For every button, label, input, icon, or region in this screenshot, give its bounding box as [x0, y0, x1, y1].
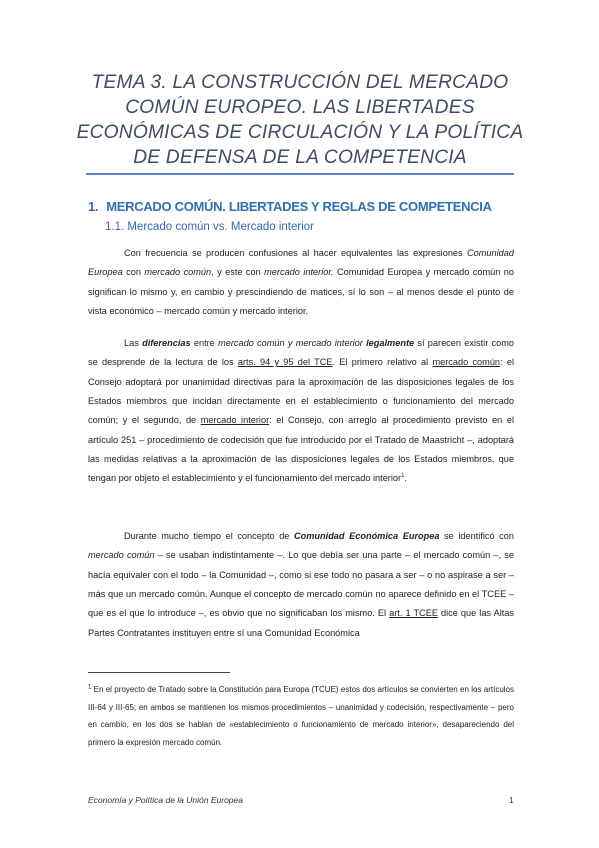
p3-text: dice que las Altas Partes Contratantes instituyen entre sí una Comunidad Económica — [88, 608, 514, 638]
paragraph-2 — [88, 334, 514, 489]
paragraph-1 — [88, 244, 514, 321]
p1-term: mercado interior. — [264, 267, 334, 278]
p2-term: legalmente — [366, 338, 415, 348]
section-heading-text: MERCADO COMÚN. LIBERTADES Y REGLAS DE COMPETENCIA — [106, 199, 492, 214]
p1-text: Con frecuencia se producen confusiones al hacer equivalentes las expresiones — [124, 248, 467, 258]
p2-text: entre — [190, 338, 219, 348]
p2-text: Las — [124, 338, 143, 348]
footnote — [88, 681, 514, 751]
p3-text: se identificó con — [439, 531, 514, 541]
footnote-ref[interactable]: 1 — [401, 473, 405, 480]
p1-text: , y este con — [211, 267, 265, 278]
paragraph-3 — [88, 527, 514, 643]
document-title: TEMA 3. LA CONSTRUCCIÓN DEL MERCADO COMÚN EUROPEO. LAS LIBERTADES ECONÓMICAS DE CIRCULACIÓN Y LA POLÍTICA DE DEFENSA DE LA COMPETENCIA — [76, 72, 524, 168]
p2-underlined-term: mercado interior — [200, 415, 270, 426]
p2-term: mercado común y mercado interior — [218, 338, 363, 348]
p3-article-ref: art. 1 TCEE — [389, 608, 438, 619]
p1-term: mercado común — [144, 267, 212, 278]
p1-text: Comunidad Europea y mercado común no significan lo mismo y, en cambio y prescindiendo de matices, sí lo son – al menos desde el punto de vista económico – mercado común y mercado interior. — [88, 267, 514, 317]
section-number: 1. — [88, 199, 99, 214]
p2-article-ref: arts. 94 y 95 del TCE — [237, 357, 333, 368]
p3-term: Comunidad Económica Europea — [294, 531, 440, 541]
p1-text: con — [122, 267, 145, 278]
p2-text: : el Consejo, con arreglo al procedimiento previsto en el artículo 251 – procedimiento de codecisión que fue introducido por el Tratado de Maastricht –, adoptará las medidas relativas a la aproximación de las disposiciones legales de los Estados miembros, que tengan por objeto el establecimiento y el funcionamiento del mercado interior — [88, 415, 515, 484]
p2-text: . El primero relativo al — [332, 357, 433, 368]
page-footer-title: Economía y Política de la Unión Europea — [88, 795, 243, 805]
subsection-heading: 1.1. Mercado común vs. Mercado interior — [105, 221, 315, 233]
p2-text: sí parecen existir como se desprende de la lectura de los — [88, 338, 514, 368]
title-divider — [86, 173, 514, 175]
p2-text: . — [404, 473, 407, 484]
p2-term: diferencias — [142, 338, 191, 348]
p2-underlined-term: mercado común — [432, 357, 501, 368]
p2-text: : el Consejo adoptará por unanimidad directivas para la aproximación de las disposiciones legales de los Estados miembros que incidan directamente en el establecimiento o funcionamiento del mercado común; y el segundo, de — [88, 357, 515, 426]
page-number: 1 — [509, 795, 514, 805]
p3-text: – se usaban indistintamente –. Lo que debía ser una parte – el mercado común –, se hacía equivaler con el todo – la Comunidad –, como si ese todo no pasara a ser – o no aspirase a ser – más que un mercado común. Aunque el concepto de mercado común no aparece definido en el TCEE – que es el que lo introduce –, es obvio que no significaban los mismo. El — [88, 550, 514, 619]
p3-term: mercado común — [88, 550, 155, 561]
footnote-text: En el proyecto de Tratado sobre la Constitución para Europa (TCUE) estos dos artículos se convierten en los artículos III-64 y III-65; en ambos se mantienen los mismos procedimientos – unanimidad y codecisión, respectivamente – pero en cambio, en los dos se hablan de «establecimiento o funcionamiento de mercado interior», desapareciendo del primero la expresión mercado común. — [88, 685, 514, 747]
section-heading — [88, 199, 492, 214]
footnote-divider — [88, 672, 230, 673]
p3-text: Durante mucho tiempo el concepto de — [124, 531, 294, 541]
footnote-number: 1 — [88, 684, 92, 691]
p1-term: Comunidad Europea — [88, 248, 514, 278]
